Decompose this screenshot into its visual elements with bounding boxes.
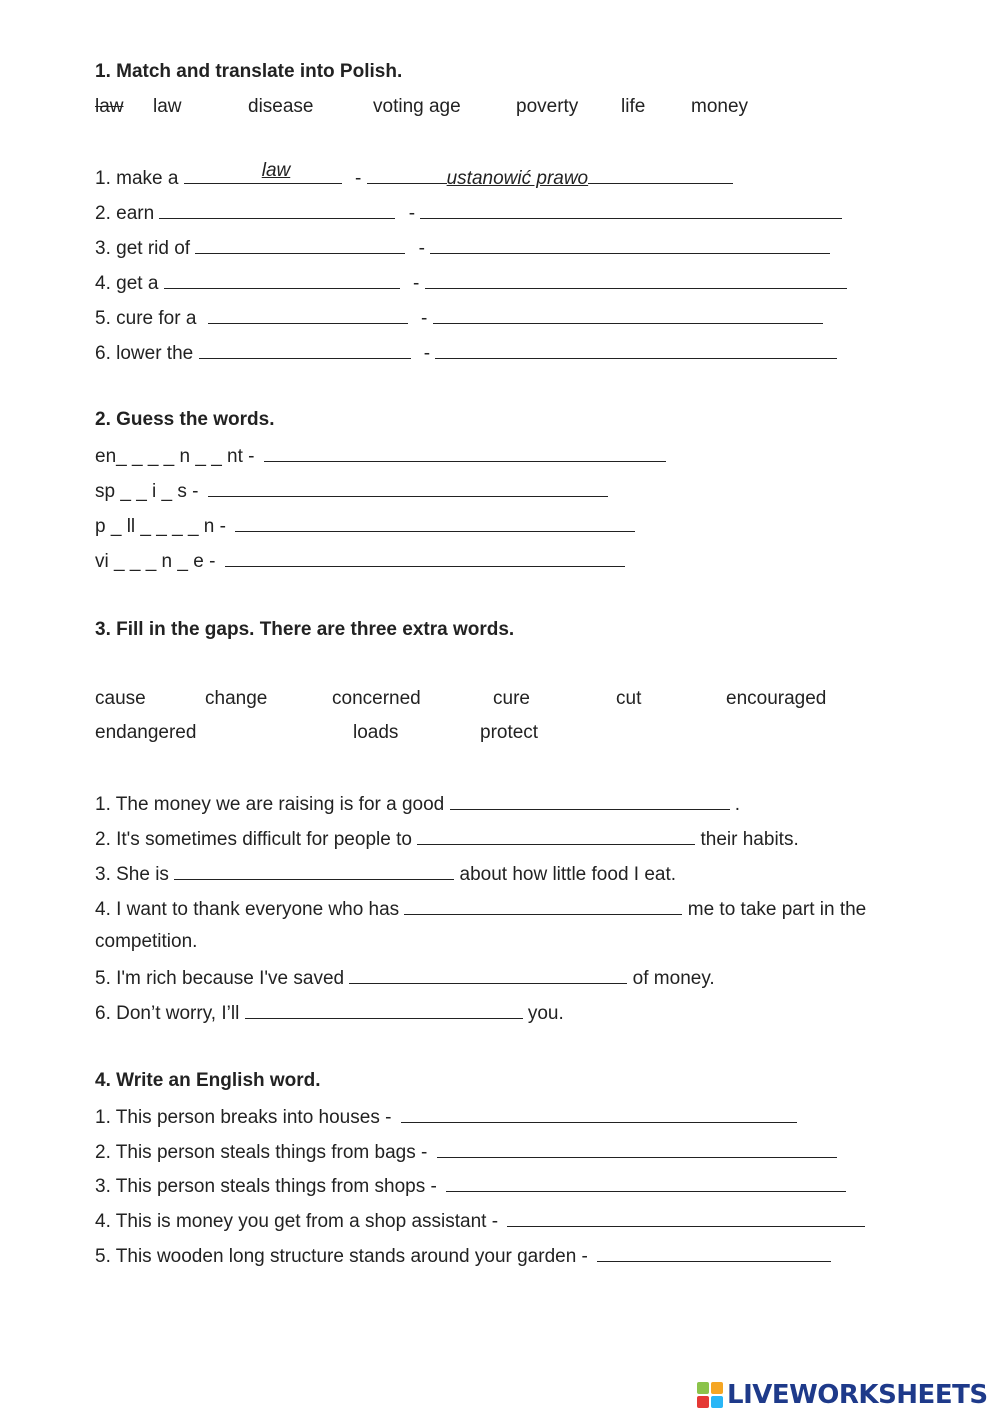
logo-square bbox=[697, 1382, 709, 1394]
answer-blank[interactable] bbox=[417, 826, 695, 845]
section1-item bbox=[95, 340, 837, 366]
section4-item bbox=[95, 1139, 837, 1165]
sentence-end: you. bbox=[527, 1003, 564, 1024]
dash: - bbox=[423, 343, 431, 364]
section3-item-continuation: competition. bbox=[95, 931, 198, 952]
word-bank-item: concerned bbox=[332, 688, 421, 709]
word-bank-item: encouraged bbox=[726, 688, 827, 709]
letter-pattern: p _ ll _ _ _ _ n - bbox=[95, 516, 226, 537]
answer-blank[interactable] bbox=[184, 160, 291, 184]
liveworksheets-logo bbox=[697, 1378, 988, 1412]
translation-blank-tail bbox=[588, 165, 733, 184]
letter-pattern: en_ _ _ _ n _ _ nt - bbox=[95, 446, 255, 467]
section1-item bbox=[95, 200, 842, 226]
word-bank-item: loads bbox=[353, 722, 399, 743]
answer-blank[interactable] bbox=[174, 861, 454, 880]
logo-square bbox=[711, 1396, 723, 1408]
word-bank-item: life bbox=[621, 96, 646, 117]
dash: - bbox=[355, 168, 362, 189]
answer-blank[interactable] bbox=[164, 270, 400, 289]
sentence-start: 3. She is bbox=[95, 864, 169, 885]
translation-blank[interactable] bbox=[433, 305, 823, 324]
item-prefix: 2. earn bbox=[95, 203, 155, 224]
answer-blank[interactable] bbox=[199, 340, 411, 359]
sentence-start: 6. Don’t worry, I’ll bbox=[95, 1003, 240, 1024]
word-bank-item: protect bbox=[480, 722, 539, 743]
sentence-start: 5. I'm rich because I've saved bbox=[95, 968, 345, 989]
section3-item bbox=[95, 965, 715, 991]
dash: - bbox=[408, 203, 416, 224]
dash: - bbox=[420, 308, 428, 329]
translation-blank[interactable] bbox=[425, 270, 847, 289]
answer-blank[interactable] bbox=[264, 443, 666, 462]
item-prefix: 5. cure for a bbox=[95, 308, 197, 329]
section1-item bbox=[95, 270, 847, 296]
letter-pattern: sp _ _ i _ s - bbox=[95, 481, 199, 502]
section2-item bbox=[95, 548, 625, 574]
word-bank-item: change bbox=[205, 688, 268, 709]
section2-item bbox=[95, 443, 666, 469]
section1-item bbox=[95, 235, 830, 261]
section1-item bbox=[95, 305, 823, 331]
sentence-start: 2. It's sometimes difficult for people to bbox=[95, 829, 412, 850]
section2-item bbox=[95, 513, 635, 539]
logo-square bbox=[697, 1396, 709, 1408]
definition: 3. This person steals things from shops - bbox=[95, 1176, 437, 1197]
section3-item bbox=[95, 861, 676, 887]
word-bank-item: money bbox=[691, 96, 749, 117]
answer-blank[interactable] bbox=[450, 791, 730, 810]
dash: - bbox=[418, 238, 425, 259]
sentence-start: 1. The money we are raising is for a good bbox=[95, 794, 445, 815]
logo-text: LIVEWORKSHEETS bbox=[727, 1380, 988, 1410]
dash: - bbox=[412, 273, 420, 294]
translation-blank[interactable] bbox=[430, 235, 830, 254]
sentence-end: me to take part in the bbox=[687, 899, 867, 920]
answer-blank[interactable] bbox=[446, 1173, 846, 1192]
translation-blank[interactable] bbox=[367, 165, 447, 184]
sentence-start: 4. I want to thank everyone who has bbox=[95, 899, 400, 920]
answer-blank[interactable] bbox=[597, 1243, 831, 1262]
section3-item bbox=[95, 826, 799, 852]
definition: 4. This is money you get from a shop assistant - bbox=[95, 1211, 499, 1232]
answer-blank[interactable] bbox=[208, 478, 608, 497]
word-bank-item: law bbox=[153, 96, 182, 117]
section4-item bbox=[95, 1208, 865, 1234]
definition: 2. This person steals things from bags - bbox=[95, 1142, 428, 1163]
item-prefix: 1. make a bbox=[95, 168, 179, 189]
answer-blank[interactable] bbox=[159, 200, 395, 219]
answer-blank[interactable] bbox=[235, 513, 635, 532]
section4-heading: 4. Write an English word. bbox=[95, 1070, 321, 1091]
translation-blank[interactable] bbox=[420, 200, 842, 219]
sentence-end: . bbox=[734, 794, 741, 815]
item-prefix: 4. get a bbox=[95, 273, 159, 294]
answer-blank[interactable] bbox=[245, 1000, 523, 1019]
item-prefix: 3. get rid of bbox=[95, 238, 191, 259]
answer-blank[interactable] bbox=[401, 1104, 797, 1123]
section3-item bbox=[95, 896, 866, 922]
section4-item bbox=[95, 1243, 831, 1269]
section3-heading: 3. Fill in the gaps. There are three extra words. bbox=[95, 619, 515, 640]
translation-text: ustanowić prawo bbox=[446, 168, 589, 189]
answer-text: law bbox=[261, 160, 291, 181]
word-bank-item: endangered bbox=[95, 722, 197, 743]
logo-mark-icon bbox=[697, 1382, 723, 1408]
section2-item bbox=[95, 478, 608, 504]
answer-blank[interactable] bbox=[195, 235, 405, 254]
section3-item bbox=[95, 1000, 564, 1026]
word-bank-item: law bbox=[95, 96, 124, 117]
definition: 5. This wooden long structure stands around your garden - bbox=[95, 1246, 588, 1267]
word-bank-item: cut bbox=[616, 688, 642, 709]
section2-heading: 2. Guess the words. bbox=[95, 409, 275, 430]
word-bank-item: cause bbox=[95, 688, 146, 709]
sentence-end: their habits. bbox=[700, 829, 799, 850]
answer-blank[interactable] bbox=[437, 1139, 837, 1158]
sentence-end: about how little food I eat. bbox=[459, 864, 677, 885]
logo-square bbox=[711, 1382, 723, 1394]
answer-blank[interactable] bbox=[225, 548, 625, 567]
sentence-end: of money. bbox=[632, 968, 715, 989]
definition: 1. This person breaks into houses - bbox=[95, 1107, 392, 1128]
section4-item bbox=[95, 1173, 846, 1199]
answer-blank[interactable] bbox=[507, 1208, 865, 1227]
answer-blank[interactable] bbox=[404, 896, 682, 915]
answer-blank[interactable] bbox=[349, 965, 627, 984]
item-prefix: 6. lower the bbox=[95, 343, 194, 364]
word-bank-item: cure bbox=[493, 688, 530, 709]
translation-blank[interactable] bbox=[435, 340, 837, 359]
word-bank-item: poverty bbox=[516, 96, 579, 117]
section3-item bbox=[95, 791, 740, 817]
letter-pattern: vi _ _ _ n _ e - bbox=[95, 551, 216, 572]
answer-blank[interactable] bbox=[208, 305, 408, 324]
word-bank-item: disease bbox=[248, 96, 314, 117]
section4-item bbox=[95, 1104, 797, 1130]
word-bank-item: voting age bbox=[373, 96, 461, 117]
section1-item bbox=[95, 160, 733, 191]
section1-heading: 1. Match and translate into Polish. bbox=[95, 61, 403, 82]
